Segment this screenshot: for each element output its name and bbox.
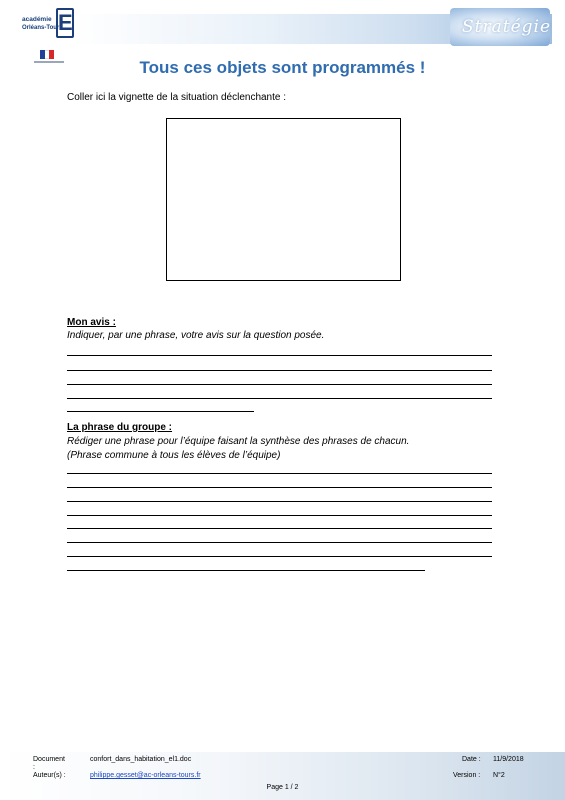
groupe-answer-line[interactable] (67, 473, 492, 474)
avis-answer-line[interactable] (67, 355, 492, 356)
groupe-instruction-note: (Phrase commune à tous les élèves de l’équipe) (67, 450, 281, 461)
groupe-answer-line[interactable] (67, 542, 492, 543)
page-number: Page 1 / 2 (266, 784, 299, 791)
footer-date-value: 11/9/2018 (493, 756, 524, 763)
image-paste-frame[interactable] (166, 118, 401, 281)
groupe-answer-line[interactable] (67, 528, 492, 529)
avis-answer-line[interactable] (67, 411, 254, 412)
page-title: Tous ces objets sont programmés ! (139, 58, 426, 77)
groupe-answer-line[interactable] (67, 515, 492, 516)
groupe-heading: La phrase du groupe : (67, 422, 173, 433)
groupe-answer-line[interactable] (67, 501, 492, 502)
groupe-answer-line[interactable] (67, 487, 492, 488)
footer-date-label: Date : (462, 756, 481, 763)
logo-e-letter: E (56, 8, 74, 38)
footer-version-value: N°2 (493, 772, 505, 779)
avis-answer-line[interactable] (67, 384, 492, 385)
avis-heading: Mon avis : (67, 317, 116, 328)
academy-logo (22, 8, 74, 60)
header-wordmark: Stratégie (462, 17, 552, 37)
intro-text: Coller ici la vignette de la situation déclenchante : (67, 92, 287, 103)
footer-version-label: Version : (453, 772, 481, 779)
avis-answer-line[interactable] (67, 398, 492, 399)
groupe-answer-line[interactable] (67, 570, 425, 571)
logo-text-academie: académie (22, 16, 52, 23)
groupe-answer-line[interactable] (67, 556, 492, 557)
footer-author-email-link[interactable]: philippe.gesset@ac-orleans-tours.fr (90, 772, 201, 779)
footer-document-colon: : (33, 764, 35, 771)
footer-author-label: Auteur(s) : (33, 772, 66, 779)
footer-document-value: confort_dans_habitation_el1.doc (90, 756, 192, 763)
avis-instruction: Indiquer, par une phrase, votre avis sur la question posée. (67, 330, 325, 341)
groupe-instruction: Rédiger une phrase pour l’équipe faisant la synthèse des phrases de chacun. (67, 436, 410, 447)
avis-answer-line[interactable] (67, 370, 492, 371)
logo-text-orleans-tours: Orléans-Tours (22, 25, 63, 31)
footer-document-label: Document (33, 756, 65, 763)
